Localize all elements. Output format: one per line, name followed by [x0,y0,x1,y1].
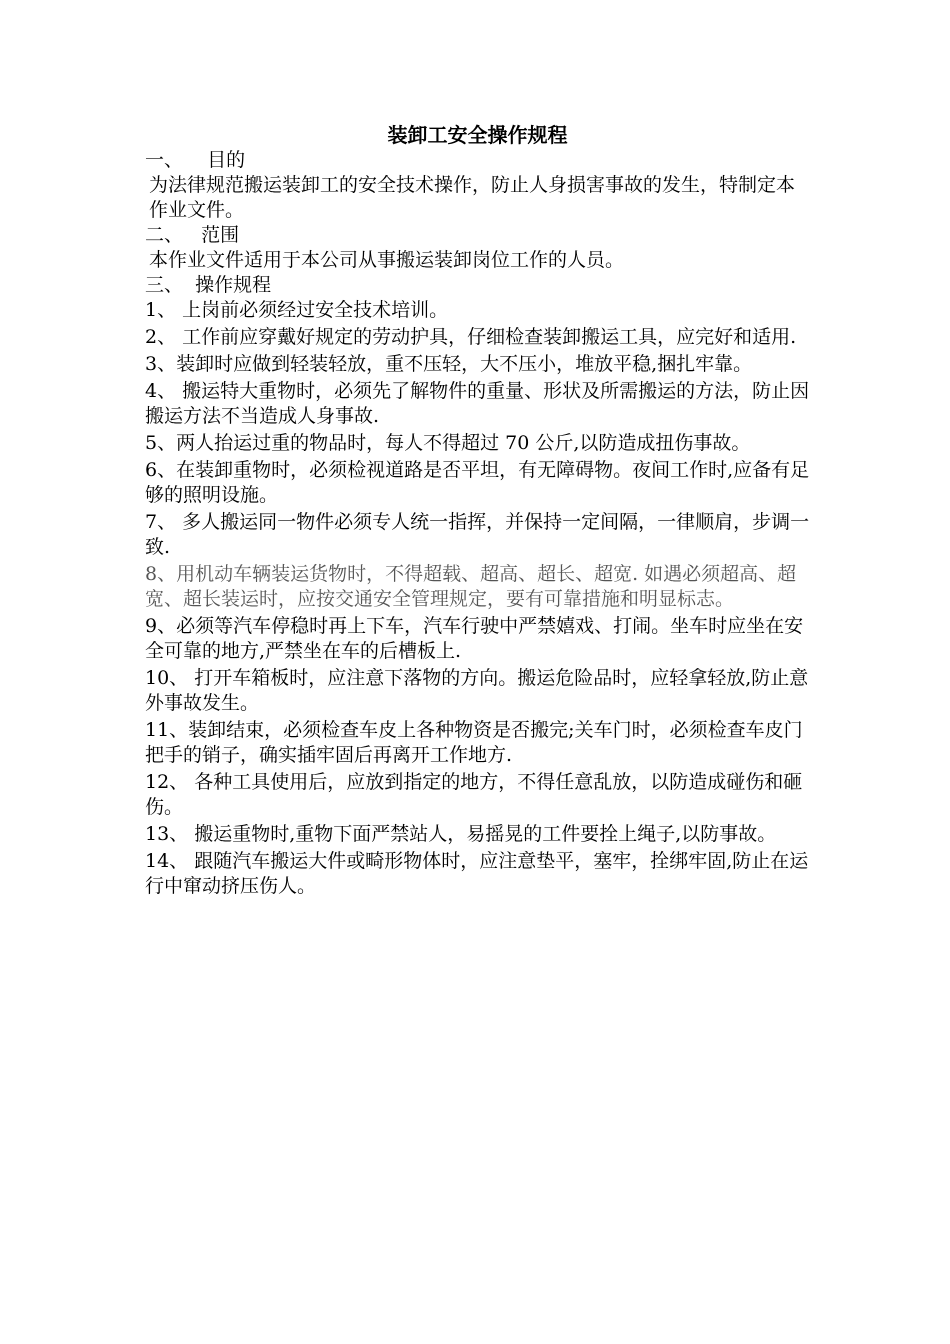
procedure-item-13: 13、 搬运重物时,重物下面严禁站人，易摇晃的工件要拴上绳子,以防事故。 [145,823,777,845]
procedure-item-5: 5、两人抬运过重的物品时，每人不得超过 70 公斤,以防造成扭伤事故。 [145,432,751,454]
procedure-list [145,298,810,899]
procedure-item-3: 3、装卸时应做到轻装轻放，重不压轻，大不压小，堆放平稳,捆扎牢靠。 [145,353,753,375]
procedure-item-2: 2、 工作前应穿戴好规定的劳动护具，仔细检查装卸搬运工具，应完好和适用. [145,326,797,348]
section-body-purpose: 为法律规范搬运装卸工的安全技术操作，防止人身损害事故的发生，特制定本作业文件。 [149,174,796,221]
procedure-item-6: 6、在装卸重物时，必须检视道路是否平坦，有无障碍物。夜间工作时,应备有足够的照明设施。 [145,459,810,506]
section-heading-purpose: 一、 目的 [145,149,246,171]
document-title: 装卸工安全操作规程 [387,123,568,147]
procedure-item-11: 11、装卸结束，必须检查车皮上各种物资是否搬完;关车门时，必须检查车皮门把手的销子，确实插牢固后再离开工作地方. [145,719,803,766]
procedure-item-10: 10、 打开车箱板时，应注意下落物的方向。搬运危险品时，应轻拿轻放,防止意外事故发生。 [145,667,809,714]
procedure-item-4: 4、 搬运特大重物时，必须先了解物件的重量、形状及所需搬运的方法，防止因搬运方法不当造成人身事故. [145,380,810,427]
document-content [145,122,810,901]
section-body-scope: 本作业文件适用于本公司从事搬运装卸岗位工作的人员。 [149,249,625,271]
procedure-item-8: 8、用机动车辆装运货物时，不得超载、超高、超长、超宽. 如遇必须超高、超宽、超长装运时，应按交通安全管理规定，要有可靠措施和明显标志。 [145,563,797,610]
section-heading-scope: 二、 范围 [145,224,240,246]
procedure-item-9: 9、必须等汽车停稳时再上下车，汽车行驶中严禁嬉戏、打闹。坐车时应坐在安全可靠的地方,严禁坐在车的后槽板上. [145,615,804,662]
procedure-item-14: 14、 跟随汽车搬运大件或畸形物体时，应注意垫平，塞牢，拴绑牢固,防止在运行中窜动挤压伤人。 [145,850,809,897]
procedure-item-12: 12、 各种工具使用后，应放到指定的地方，不得任意乱放，以防造成碰伤和砸伤。 [145,771,803,818]
procedure-item-1: 1、 上岗前必须经过安全技术培训。 [145,299,449,321]
section-heading-procedures: 三、 操作规程 [145,274,272,296]
procedure-item-7: 7、 多人搬运同一物件必须专人统一指挥，并保持一定间隔，一律顺肩，步调一致. [145,511,810,558]
